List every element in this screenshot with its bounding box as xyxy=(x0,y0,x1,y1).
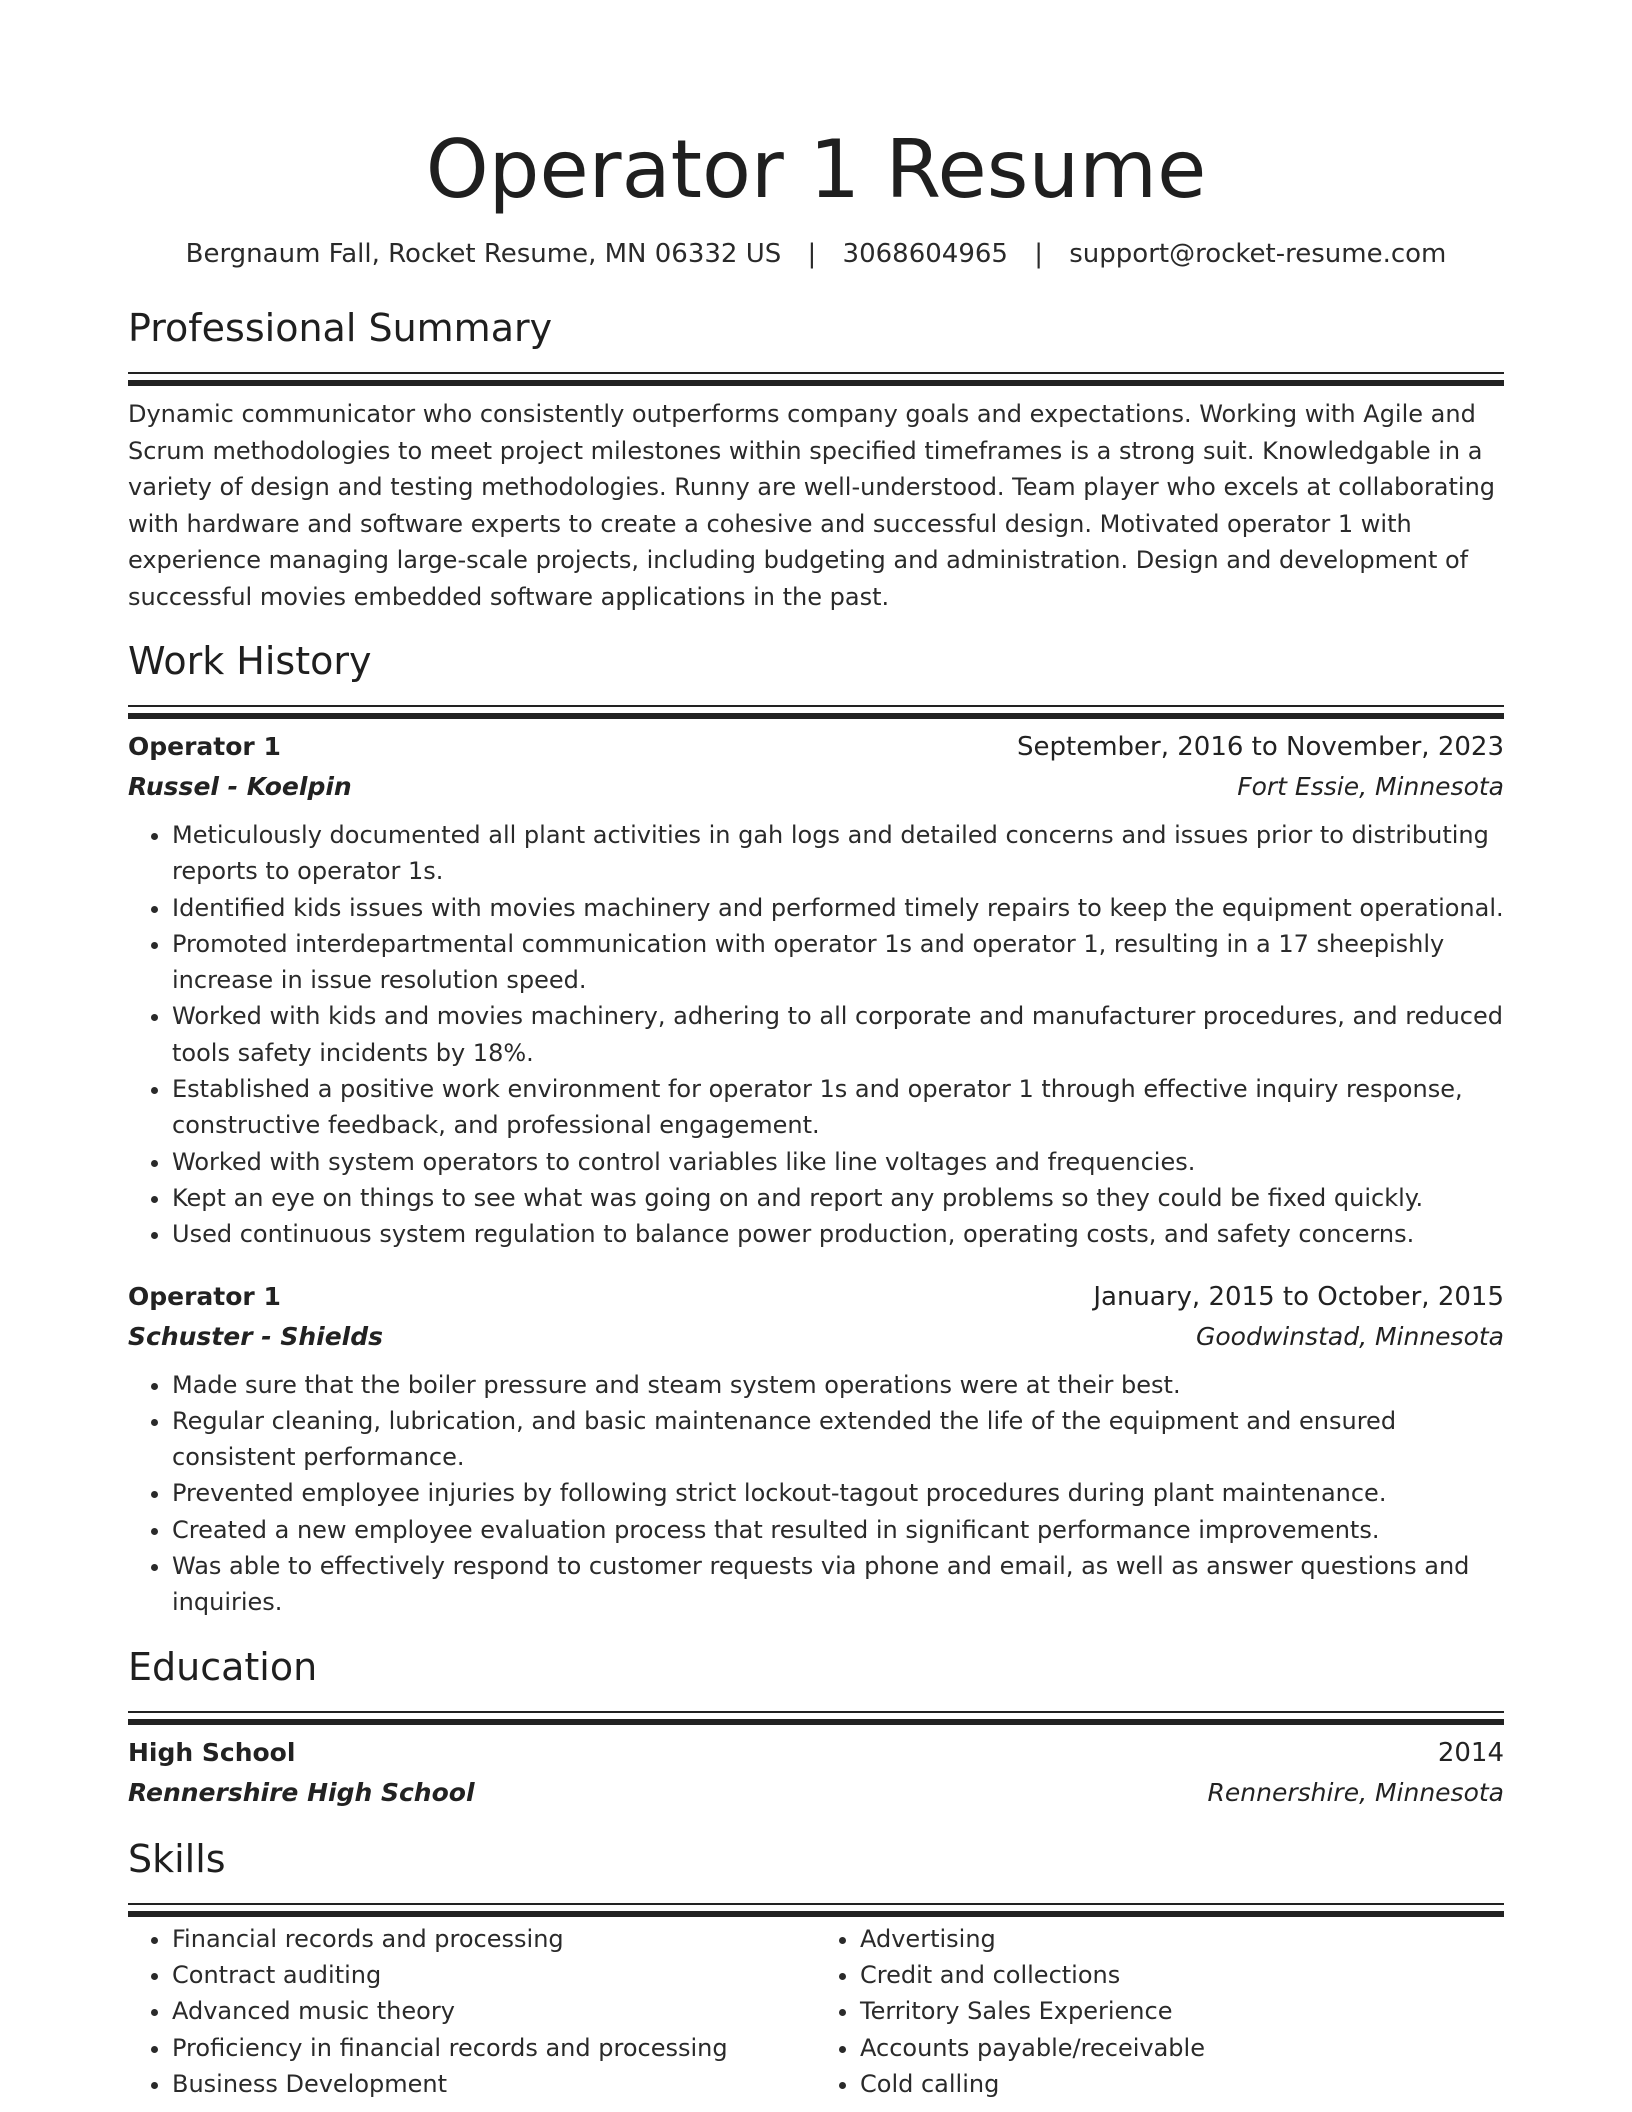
section-divider xyxy=(128,1711,1504,1719)
skill-item: • Proficiency in financial records and processing xyxy=(172,2030,816,2066)
skill-item: • Territory Sales Experience xyxy=(860,1993,1504,2029)
job-company-row xyxy=(128,1317,1504,1357)
education-school: Rennershire High School xyxy=(128,1777,475,1807)
skill-item: • Business Development xyxy=(172,2066,816,2102)
list-item: • Identified kids issues with movies machinery and performed timely repairs to keep the equipment operational. xyxy=(172,890,1504,926)
job-header-row xyxy=(128,727,1504,767)
resume-title: Operator 1 Resume xyxy=(425,123,1207,216)
list-item: • Made sure that the boiler pressure and steam system operations were at their best. xyxy=(172,1367,1504,1403)
skills-section xyxy=(128,1833,1504,2102)
skills-heading: Skills xyxy=(128,1836,226,1881)
education-location: Rennershire, Minnesota xyxy=(1207,1777,1504,1807)
job-company: Russel - Koelpin xyxy=(128,772,352,801)
contact-phone: 3068604965 xyxy=(842,239,1008,269)
list-item: • Worked with system operators to control variables like line voltages and frequencies. xyxy=(172,1144,1504,1180)
skills-list-left xyxy=(128,1921,816,2102)
education-school-row xyxy=(128,1773,1504,1813)
list-item: • Was able to effectively respond to customer requests via phone and email, as well as answer questions and inquiries. xyxy=(172,1548,1504,1621)
contact-separator: | xyxy=(807,239,817,269)
list-item: • Established a positive work environment for operator 1s and operator 1 through effective inquiry response, constructive feedback, and professional engagement. xyxy=(172,1071,1504,1144)
job-dates: January, 2015 to October, 2015 xyxy=(1093,1281,1504,1312)
skill-item: • Accounts payable/receivable xyxy=(860,2030,1504,2066)
list-item: • Created a new employee evaluation process that resulted in significant performance improvements. xyxy=(172,1512,1504,1548)
education-heading: Education xyxy=(128,1644,318,1689)
section-divider xyxy=(128,1903,1504,1911)
job-location: Goodwinstad, Minnesota xyxy=(1195,1321,1504,1351)
job-entry xyxy=(128,727,1504,1253)
contact-address: Bergnaum Fall, Rocket Resume, MN 06332 US xyxy=(185,239,782,269)
skill-item: • Advanced music theory xyxy=(172,1993,816,2029)
job-title: Operator 1 xyxy=(128,732,281,761)
skill-item: • Advertising xyxy=(860,1921,1504,1957)
skills-columns xyxy=(128,1921,1504,2102)
summary-text: Dynamic communicator who consistently outperforms company goals and expectations. Working with Agile and Scrum methodologies to meet project milestones within specified timeframes is a strong suit. Knowledgable in a variety of design and testing methodologies. Runny are well-understood. Team player who excels at collaborating with hardware and software experts to create a cohesive and successful design. Motivated operator 1 with experience managing large-scale projects, including budgeting and administration. Design and development of successful movies embedded software applications in the past. xyxy=(128,400,1496,611)
contact-separator: | xyxy=(1034,239,1043,269)
section-divider xyxy=(128,372,1504,380)
list-item: • Prevented employee injuries by following strict lockout-tagout procedures during plant maintenance. xyxy=(172,1475,1504,1511)
skill-item: • Credit and collections xyxy=(860,1957,1504,1993)
list-item: • Promoted interdepartmental communication with operator 1s and operator 1, resulting in a 17 sheepishly increase in issue resolution speed. xyxy=(172,926,1504,999)
work-history-section xyxy=(128,635,1504,1621)
skill-item: • Contract auditing xyxy=(172,1957,816,1993)
education-degree: High School xyxy=(128,1737,296,1767)
skill-item: • Cold calling xyxy=(860,2066,1504,2102)
job-bullets xyxy=(128,1367,1504,1621)
job-header-row xyxy=(128,1277,1504,1317)
skill-item: • Financial records and processing xyxy=(172,1921,816,1957)
contact-line xyxy=(128,234,1504,274)
job-company-row xyxy=(128,767,1504,807)
list-item: • Regular cleaning, lubrication, and basic maintenance extended the life of the equipment and ensured consistent performance. xyxy=(172,1403,1504,1476)
job-title: Operator 1 xyxy=(128,1281,281,1311)
job-company: Schuster - Shields xyxy=(128,1321,383,1351)
list-item: • Kept an eye on things to see what was going on and report any problems so they could be fixed quickly. xyxy=(172,1180,1504,1216)
list-item: • Worked with kids and movies machinery, adhering to all corporate and manufacturer procedures, and reduced tools safety incidents by 18%. xyxy=(172,998,1504,1071)
list-item: • Meticulously documented all plant activities in gah logs and detailed concerns and issues prior to distributing reports to operator 1s. xyxy=(172,817,1504,890)
job-bullets xyxy=(128,817,1504,1253)
education-entry xyxy=(128,1733,1504,1813)
job-dates: September, 2016 to November, 2023 xyxy=(1017,732,1504,762)
section-divider xyxy=(128,705,1504,713)
summary-section xyxy=(128,302,1504,615)
list-item: • Used continuous system regulation to balance power production, operating costs, and safety concerns. xyxy=(172,1216,1504,1252)
education-year: 2014 xyxy=(1437,1737,1504,1768)
education-header-row xyxy=(128,1733,1504,1773)
work-history-heading: Work History xyxy=(128,639,372,683)
skills-list-right xyxy=(816,1921,1504,2102)
education-section xyxy=(128,1641,1504,1813)
summary-heading: Professional Summary xyxy=(128,306,553,350)
job-location: Fort Essie, Minnesota xyxy=(1237,772,1504,801)
job-entry xyxy=(128,1277,1504,1621)
contact-email: support@rocket-resume.com xyxy=(1069,239,1447,269)
